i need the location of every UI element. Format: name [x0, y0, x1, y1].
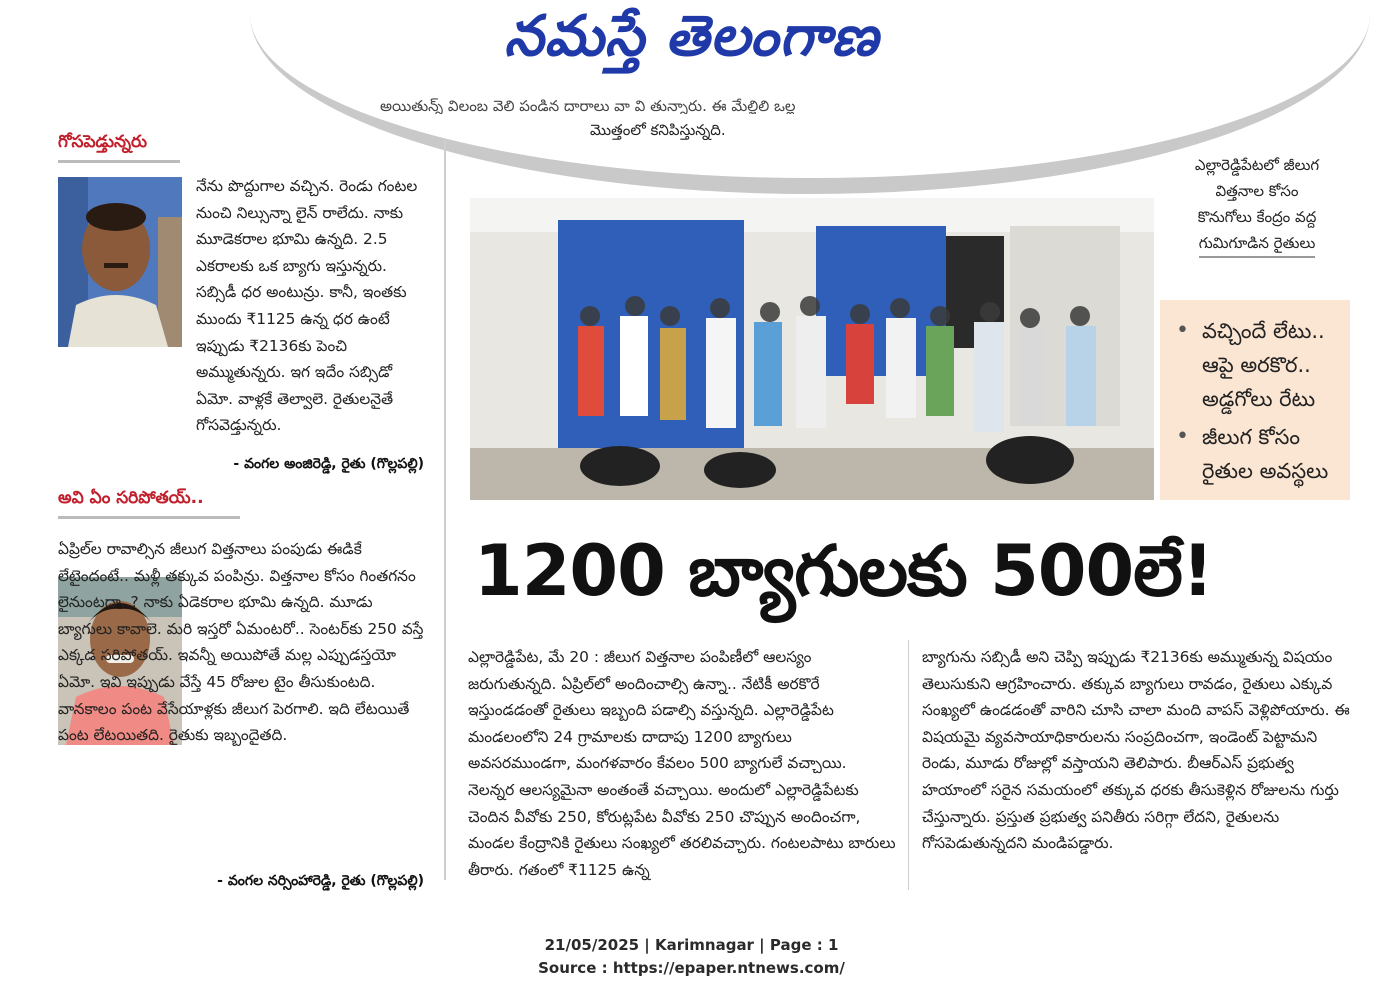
- photo-caption-line-4: గుమిగూడిన రైతులు: [1199, 230, 1316, 258]
- column-divider: [444, 140, 446, 880]
- sidebar2-heading: అవి ఏం సరిపోతయ్..: [58, 488, 240, 519]
- highlight-item: • జీలుగ కోసం రైతుల అవస్థలు: [1174, 420, 1334, 488]
- sidebar1-attribution: - వంగల అంజిరెడ్డి, రైతు (గొల్లపల్లి): [233, 456, 424, 472]
- article-column-divider: [908, 640, 909, 890]
- photo-caption-line-1: ఎల్లారెడ్డిపేటలో జీలుగ: [1194, 156, 1320, 174]
- photo-caption-line-3: కొనుగోలు కేంద్రం వద్ద: [1197, 208, 1317, 226]
- highlight-item: • వచ్చిందే లేటు.. ఆపై అరకొర.. అడ్డగోలు రేటు: [1174, 314, 1334, 416]
- footer-date-line: 21/05/2025 | Karimnagar | Page : 1: [544, 936, 839, 954]
- article-column-1: [468, 644, 896, 894]
- article-column-2: [922, 644, 1350, 894]
- footer-source-line: Source : https://epaper.ntnews.com/: [538, 959, 845, 977]
- top-fragment-line-1: అయితున్న్ విలంబ వెలి పండిన దారాలు వా వి తున్నారు. ఈ మేల్జిలి ఒల్ల: [380, 97, 796, 114]
- sidebar1-heading: గోసపెడ్తున్నరు: [58, 132, 180, 163]
- photo-caption-line-2: విత్తనాల కోసం: [1215, 182, 1299, 200]
- top-fragment-line-2: మొత్తంలో కనిపిస్తున్నది.: [590, 121, 726, 139]
- photo-caption: [1168, 152, 1346, 258]
- article-column-1-text: ఎల్లారెడ్డిపేట, మే 20 : జీలుగ విత్తనాల పంపిణీలో ఆలస్యం జరుగుతున్నది. ఏప్రిల్‌లో అందించాల్సి ఉన్నా.. నేటికీ అరకొరే ఇస్తుండడంతో రైతులు ఇబ్బంది పడాల్సి వస్తున్నది. ఎల్లారెడ్డిపేట మండలంలోని 24 గ్రామాలకు దాదాపు 1200 బ్యాగులు అవసరముండగా, మంగళవారం కేవలం 500 బ్యాగులే వచ్చాయి. నెలన్నర ఆలస్యమైనా అంతంతే వచ్చాయి. అందులో ఎల్లారెడ్డిపేటకు చెందిన వీవోకు 250, కోరుట్లపేట వీవోకు 250 చొప్పున అందించగా, మండల కేంద్రానికి రైతులు సంఖ్యలో తరలివచ్చారు. గంటలపాటు బారులు తీరారు. గతంలో ₹1125 ఉన్న: [468, 648, 896, 879]
- highlights-box: [1160, 300, 1350, 500]
- sidebar1-text-top: [196, 173, 428, 438]
- sidebar2-text: ఏప్రిల్‌ల రావాల్సిన జీలుగ విత్తనాలు పంపుడు ఈడికే లేటైందంటే.. మళ్లీ తక్కువ పంపిన్రు. విత్తనాల కోసం గింతగనం లైనుంటదా..? నాకు ఏడెకరాల భూమి ఉన్నది. మూడు బ్యాగులు కావాలె. మరి ఇస్తరో ఏమంటరో.. సెంటర్‌కు 250 వస్తే ఎక్కడ సరిపోతయ్. ఇవన్నీ అయిపోతే మల్ల ఎప్పుడస్తయో ఏమో. ఇవి ఇప్పుడు వేస్తే 45 రోజుల టైం తీసుకుంటది. వానకాలం పంట వేసేయాళ్లకు జీలుగ పెరగాలి. ఇది లేటయితే పంట లేటయితది. రైతుకు ఇబ్బందైతది.: [58, 540, 424, 745]
- sidebar2-text-wrap: [58, 536, 428, 866]
- farmers-queue-photo-icon: [470, 198, 1154, 500]
- highlights-list: [1174, 314, 1334, 488]
- sidebar1-text: నేను పొద్దుగాల వచ్చిన. రెండు గంటల నుంచి నిల్సున్నా లైన్ రాలేదు. నాకు మూడెకరాల భూమి ఉన్నది. 2.5 ఎకరాలకు ఒక బ్యాగు ఇస్తున్నరు. సబ్సిడీ ధర అంటున్రు. కానీ, ఇంతకు ముందు ₹1125 ఉన్న ధర ఉంటే ఇప్పుడు ₹2136కు పెంచి అమ్ముతున్నరు. ఇగ ఇదేం సబ్సిడో ఏమో. వాళ్లకే తెల్వాలె. రైతులనైతే గోసవెడ్తున్నరు.: [196, 177, 418, 435]
- main-photo: [470, 198, 1154, 500]
- farmer1-photo: [58, 177, 182, 347]
- masthead-title: నమస్తే తెలంగాణ: [504, 4, 879, 69]
- headline: 1200 బ్యాగులకు 500లే!: [474, 530, 1213, 612]
- article-column-2-text: బ్యాగును సబ్సిడీ అని చెప్పి ఇప్పుడు ₹2136కు అమ్ముతున్న విషయం తెలుసుకుని ఆగ్రహించారు. తక్కువ బ్యాగులు రావడం, రైతులు ఎక్కువ సంఖ్యలో ఉండడంతో వారిని చూసి చాలా మంది వాపస్ వెళ్లిపోయారు. ఈ విషయమై వ్యవసాయాధికారులను సంప్రదించగా, ఇండెంట్ పెట్టామని రెండు, మూడు రోజుల్లో వస్తాయని తెలిపారు. బీఆర్‌ఎస్ ప్రభుత్వ హయాంలో సరైన సమయంలో తక్కువ ధరకు తీసుకెళ్లిన రోజులను గుర్తు చేస్తున్నారు. ప్రస్తుత ప్రభుత్వ పనితీరు సరిగ్గా లేదని, రైతులను గోసపెడుతున్నదని మండిపడ్డారు.: [922, 648, 1350, 853]
- farmer1-portrait-icon: [58, 177, 182, 347]
- sidebar2-attribution: - వంగల నర్సింహారెడ్డి, రైతు (గొల్లపల్లి): [217, 873, 424, 889]
